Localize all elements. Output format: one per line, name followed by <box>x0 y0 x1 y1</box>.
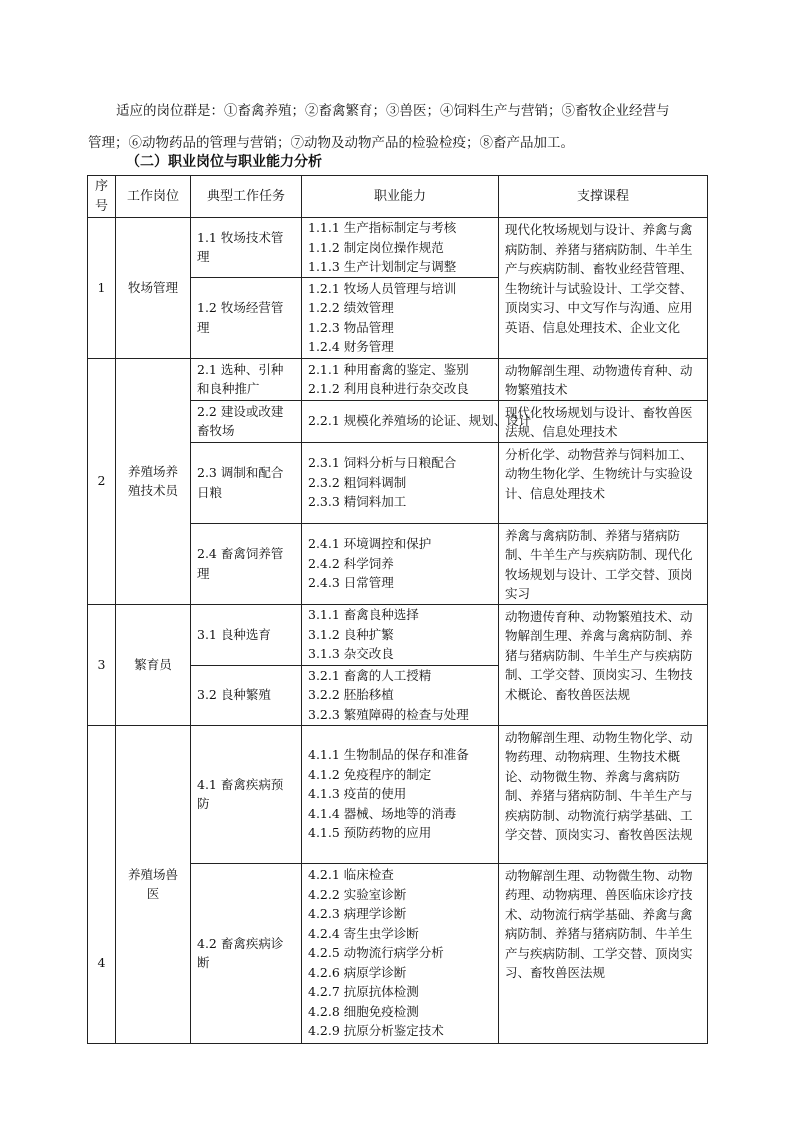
ability-cell <box>302 400 532 442</box>
ability-item: 3.1.3 杂交改良 <box>308 646 394 662</box>
job-ability-table <box>87 175 708 1044</box>
ability-item: 2.4.3 日常管理 <box>308 575 394 591</box>
ability-item: 2.4.2 科学饲养 <box>308 555 394 571</box>
course-cell: 分析化学、动物营养与饲料加工、动物生物化学、生物统计与实验设计、信息处理技术 <box>499 442 708 523</box>
post-cell: 养殖场兽医 <box>116 725 191 1043</box>
table-header-row <box>88 176 708 218</box>
seq-cell: 2 <box>88 358 116 604</box>
seq-cell: 1 <box>88 218 116 359</box>
task-cell: 1.1 牧场技术管理 <box>191 218 302 278</box>
intro-line-2: 管理；⑥动物药品的管理与营销；⑦动物及动物产品的检验检疫；⑧畜产品加工。 <box>88 135 574 151</box>
ability-item: 3.2.1 畜禽的人工授精 <box>308 667 432 683</box>
ability-item: 2.4.1 环境调控和保护 <box>308 536 432 552</box>
course-cell: 动物遗传育种、动物繁殖技术、动物解剖生理、养禽与禽病防制、养猪与猪病防制、牛羊生产与疾病防制、工学交替、顶岗实习、生物技术概论、畜牧兽医法规 <box>499 604 708 725</box>
intro-paragraph <box>88 95 708 159</box>
ability-item: 3.1.1 畜禽良种选择 <box>308 607 419 623</box>
header-post: 工作岗位 <box>116 176 191 218</box>
ability-item: 4.1.2 免疫程序的制定 <box>308 766 432 782</box>
ability-item: 4.2.3 病理学诊断 <box>308 906 407 922</box>
ability-item: 1.2.1 牧场人员管理与培训 <box>308 280 457 296</box>
task-cell: 2.1 选种、引种和良种推广 <box>191 358 302 400</box>
ability-item: 4.2.9 抗原分析鉴定技术 <box>308 1023 444 1039</box>
task-cell: 3.2 良种繁殖 <box>191 665 302 725</box>
ability-cell <box>302 725 499 863</box>
table-row <box>88 358 708 400</box>
ability-item: 4.2.7 抗原抗体检测 <box>308 984 419 1000</box>
intro-line-1: 适应的岗位群是：①畜禽养殖；②畜禽繁育；③兽医；④饲料生产与营销；⑤畜牧企业经营与 <box>116 103 670 119</box>
table-row <box>88 604 708 665</box>
ability-item: 1.1.2 制定岗位操作规范 <box>308 239 444 255</box>
course-cell: 养禽与禽病防制、养猪与猪病防制、牛羊生产与疾病防制、现代化牧场规划与设计、工学交替、顶岗实习 <box>499 523 708 604</box>
ability-item: 4.2.6 病原学诊断 <box>308 964 407 980</box>
post-cell: 繁育员 <box>116 604 191 725</box>
header-course: 支撑课程 <box>499 176 708 218</box>
course-cell: 现代化牧场规划与设计、畜牧兽医法规、信息处理技术 <box>499 400 708 442</box>
ability-cell <box>302 442 499 523</box>
ability-item: 2.3.1 饲料分析与日粮配合 <box>308 455 457 471</box>
task-cell: 2.3 调制和配合日粮 <box>191 442 302 523</box>
ability-cell <box>302 604 499 665</box>
task-cell: 3.1 良种选育 <box>191 604 302 665</box>
course-cell: 动物解剖生理、动物生物化学、动物药理、动物病理、生物技术概论、动物微生物、养禽与禽病防制、养猪与猪病防制、牛羊生产与疾病防制、动物流行病学基础、工学交替、顶岗实习、畜牧兽医法规 <box>499 725 708 863</box>
table-body <box>88 218 708 1044</box>
section-title: （二）职业岗位与职业能力分析 <box>126 154 322 170</box>
ability-cell <box>302 523 499 604</box>
header-task: 典型工作任务 <box>191 176 302 218</box>
table-row <box>88 218 708 278</box>
task-cell: 4.2 畜禽疾病诊断 <box>191 863 302 1043</box>
ability-item: 1.2.2 绩效管理 <box>308 300 394 315</box>
ability-cell <box>302 358 499 400</box>
ability-cell <box>302 277 499 358</box>
ability-item: 4.1.5 预防药物的应用 <box>308 825 432 841</box>
post-cell: 养殖场养殖技术员 <box>116 358 191 604</box>
ability-cell <box>302 665 499 725</box>
ability-cell <box>302 218 499 278</box>
ability-item: 4.1.4 器械、场地等的消毒 <box>308 805 457 821</box>
ability-item: 1.1.1 生产指标制定与考核 <box>308 220 457 235</box>
ability-item: 4.2.4 寄生虫学诊断 <box>308 925 419 941</box>
task-cell: 2.2 建设或改建畜牧场 <box>191 400 302 442</box>
ability-item: 2.2.1 规模化养殖场的论证、规划、设计 <box>308 413 532 429</box>
seq-cell: 3 <box>88 604 116 725</box>
ability-item: 4.2.1 临床检查 <box>308 867 394 883</box>
task-cell: 4.1 畜禽疾病预防 <box>191 725 302 863</box>
ability-item: 4.2.2 实验室诊断 <box>308 886 407 902</box>
header-seq: 序号 <box>88 176 116 218</box>
ability-cell <box>302 863 499 1043</box>
ability-item: 2.3.2 粗饲料调制 <box>308 474 407 490</box>
ability-item: 4.2.8 细胞免疫检测 <box>308 1003 419 1019</box>
ability-item: 2.1.2 利用良种进行杂交改良 <box>308 381 469 396</box>
seq-cell: 4 <box>88 725 116 1043</box>
course-cell: 现代化牧场规划与设计、养禽与禽病防制、养猪与猪病防制、牛羊生产与疾病防制、畜牧业经营管理、生物统计与试验设计、工学交替、顶岗实习、中文写作与沟通、应用英语、信息处理技术、企业文化 <box>499 218 708 359</box>
ability-item: 3.2.2 胚胎移植 <box>308 687 394 703</box>
table-row <box>88 725 708 863</box>
task-cell: 2.4 畜禽饲养管理 <box>191 523 302 604</box>
ability-item: 2.3.3 精饲料加工 <box>308 494 407 510</box>
ability-item: 4.1.1 生物制品的保存和准备 <box>308 747 469 763</box>
ability-item: 1.2.3 物品管理 <box>308 319 394 335</box>
task-cell: 1.2 牧场经营管理 <box>191 277 302 358</box>
ability-item: 3.1.2 良种扩繁 <box>308 626 394 642</box>
header-ability: 职业能力 <box>302 176 499 218</box>
ability-item: 4.1.3 疫苗的使用 <box>308 786 407 802</box>
course-cell: 动物解剖生理、动物微生物、动物药理、动物病理、兽医临床诊疗技术、动物流行病学基础、养禽与禽病防制、养猪与猪病防制、牛羊生产与疾病防制、工学交替、顶岗实习、畜牧兽医法规 <box>499 863 708 1043</box>
post-cell: 牧场管理 <box>116 218 191 359</box>
ability-item: 1.1.3 生产计划制定与调整 <box>308 259 457 274</box>
ability-item: 4.2.5 动物流行病学分析 <box>308 945 444 961</box>
course-cell: 动物解剖生理、动物遗传育种、动物繁殖技术 <box>499 358 708 400</box>
ability-item: 3.2.3 繁殖障碍的检查与处理 <box>308 706 469 722</box>
ability-item: 1.2.4 财务管理 <box>308 339 394 354</box>
ability-item: 2.1.1 种用畜禽的鉴定、鉴别 <box>308 361 469 377</box>
